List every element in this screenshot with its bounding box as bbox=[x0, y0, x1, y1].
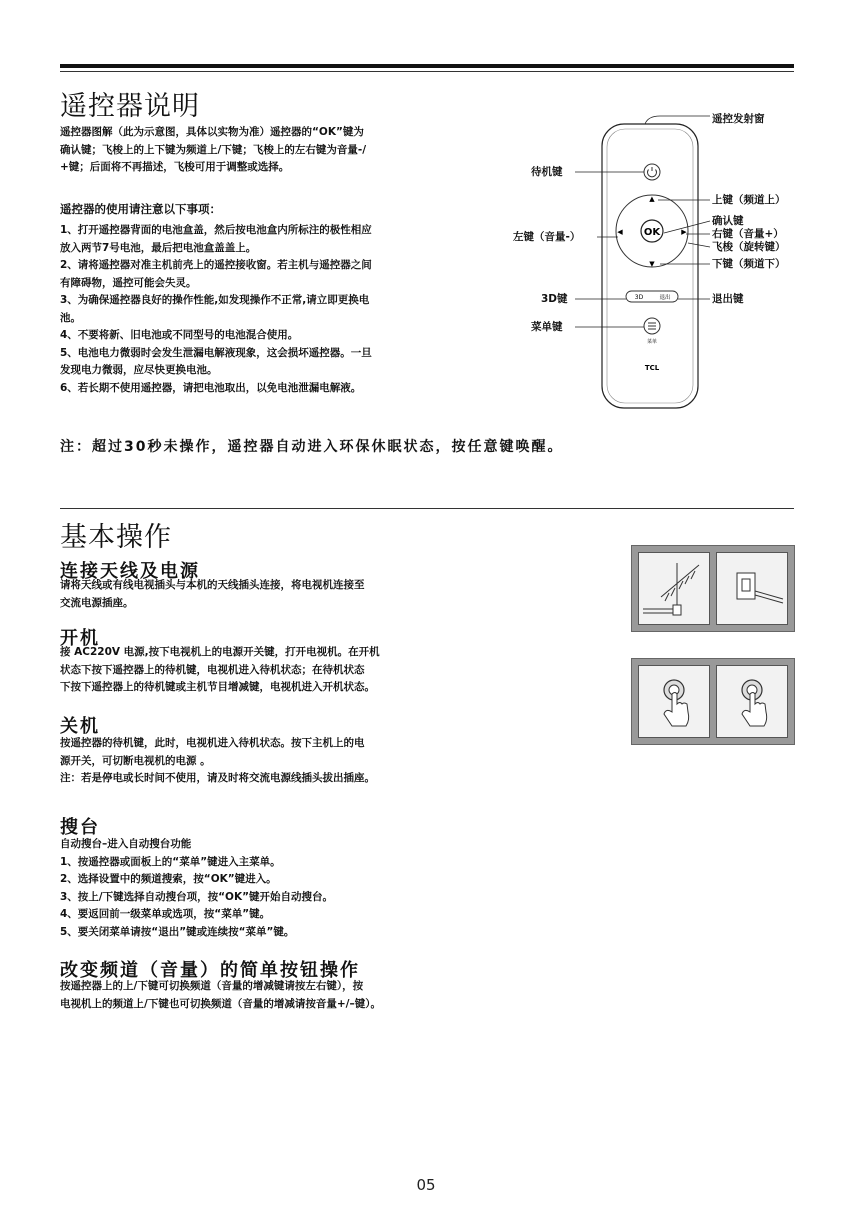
power-press-cell-1 bbox=[638, 665, 710, 738]
hand-press-icon bbox=[717, 666, 787, 737]
section-title-remote: 遥控器说明 bbox=[60, 91, 200, 122]
power-off-line: 按遥控器的待机键，此时，电视机进入待机状态。按下主机上的电 bbox=[60, 737, 365, 749]
up-arrow-icon: ▲ bbox=[649, 195, 655, 203]
label-3d: 3D键 bbox=[541, 293, 568, 305]
power-off-line: 源开关，可切断电视机的电源 。 bbox=[60, 754, 211, 767]
search-line: 4、要返回前一级菜单或选项，按“菜单”键。 bbox=[60, 908, 271, 920]
note-line: 4、不要将新、旧电池或不同型号的电池混合使用。 bbox=[60, 329, 299, 341]
antenna-illustration bbox=[631, 545, 795, 632]
heading-power-off: 关机 bbox=[60, 716, 100, 737]
channel-line: 按遥控器上的上/下键可切换频道（音量的增减键请按左右键），按 bbox=[60, 980, 364, 992]
label-menu: 菜单键 bbox=[531, 321, 563, 333]
intro-line: 遥控器图解（此为示意图，具体以实物为准）遥控器的“OK”键为 bbox=[60, 126, 364, 138]
page-number: 05 bbox=[416, 1176, 436, 1194]
power-on-line: 接 AC220V 电源,按下电视机上的电源开关键，打开电视机。在开机 bbox=[60, 646, 380, 658]
note-line: 有障碍物，遥控可能会失灵。 bbox=[60, 276, 197, 289]
power-on-line: 状态下按下遥控器上的待机键，电视机进入待机状态；在待机状态 bbox=[60, 663, 365, 676]
note-line: 3、为确保遥控器良好的操作性能,如发现操作不正常,请立即更换电 bbox=[60, 294, 370, 306]
antenna-line: 请将天线或有线电视插头与本机的天线插头连接，将电视机连接至 bbox=[60, 579, 365, 591]
search-text bbox=[60, 836, 333, 941]
power-press-cell-2 bbox=[716, 665, 788, 738]
heading-search: 搜台 bbox=[60, 817, 100, 838]
label-jog: 飞梭（旋转键） bbox=[712, 241, 786, 253]
label-left: 左键（音量-） bbox=[513, 231, 581, 243]
antenna-text bbox=[60, 577, 365, 612]
sleep-note: 注：超过30秒未操作，遥控器自动进入环保休眠状态，按任意键唤醒。 bbox=[60, 439, 564, 455]
search-line: 1、按遥控器或面板上的“菜单”键进入主菜单。 bbox=[60, 855, 281, 868]
intro-line: +键；后面将不再描述，飞梭可用于调整或选择。 bbox=[60, 161, 290, 173]
note-line: 发现电力微弱，应尽快更换电池。 bbox=[60, 364, 218, 376]
hand-press-icon bbox=[639, 666, 709, 737]
power-off-line: 注：若是停电或长时间不使用，请及时将交流电源线插头拔出插座。 bbox=[60, 772, 375, 784]
note-line: 2、请将遥控器对准主机前壳上的遥控接收窗。若主机与遥控器之间 bbox=[60, 259, 372, 271]
power-socket-cell bbox=[716, 552, 788, 625]
note-line: 6、若长期不使用遥控器，请把电池取出，以免电池泄漏电解液。 bbox=[60, 381, 362, 394]
search-line: 自动搜台–进入自动搜台功能 bbox=[60, 838, 192, 850]
label-confirm: 确认键 bbox=[712, 215, 744, 227]
ok-text: OK bbox=[643, 227, 661, 238]
antenna-cell bbox=[638, 552, 710, 625]
label-down: 下键（频道下） bbox=[712, 258, 786, 270]
note-line: 1、打开遥控器背面的电池盒盖，然后按电池盒内所标注的极性相应 bbox=[60, 224, 372, 236]
left-arrow-icon: ◀ bbox=[617, 228, 623, 236]
search-line: 2、选择设置中的频道搜索，按“OK”键进入。 bbox=[60, 873, 277, 885]
exit-text: 退出 bbox=[659, 295, 671, 301]
heading-channel: 改变频道（音量）的简单按钮操作 bbox=[60, 960, 360, 981]
label-standby: 待机键 bbox=[531, 166, 563, 178]
note-line: 放入两节7号电池，最后把电池盒盖盖上。 bbox=[60, 241, 257, 254]
three-d-text: 3D bbox=[634, 294, 644, 301]
power-socket-icon bbox=[717, 553, 787, 624]
notes-heading: 遥控器的使用请注意以下事项： bbox=[60, 202, 221, 216]
menu-text: 菜单 bbox=[646, 339, 658, 345]
section-divider bbox=[60, 508, 794, 509]
heading-power-on: 开机 bbox=[60, 628, 100, 649]
search-line: 5、要关闭菜单请按“退出”键或连续按“菜单”键。 bbox=[60, 925, 295, 938]
power-off-text bbox=[60, 735, 375, 788]
label-emitter: 遥控发射窗 bbox=[712, 113, 765, 125]
label-right: 右键（音量+） bbox=[712, 228, 784, 240]
power-on-text bbox=[60, 644, 380, 697]
down-arrow-icon: ▼ bbox=[649, 260, 655, 268]
intro-line: 确认键；飞梭上的上下键为频道上/下键；飞梭上的左右键为音量-/ bbox=[60, 143, 367, 156]
channel-text bbox=[60, 978, 381, 1013]
right-arrow-icon: ▶ bbox=[681, 228, 687, 236]
label-exit: 退出键 bbox=[712, 293, 744, 305]
section-title-basic: 基本操作 bbox=[60, 522, 172, 553]
heading-antenna: 连接天线及电源 bbox=[60, 561, 200, 582]
note-line: 池。 bbox=[60, 311, 81, 324]
channel-line: 电视机上的频道上/下键也可切换频道（音量的增减请按音量+/–键）。 bbox=[60, 997, 381, 1010]
note-line: 5、电池电力微弱时会发生泄漏电解液现象，这会损坏遥控器。一旦 bbox=[60, 346, 372, 359]
label-up: 上键（频道上） bbox=[712, 194, 786, 206]
search-line: 3、按上/下键选择自动搜台项，按“OK”键开始自动搜台。 bbox=[60, 890, 334, 903]
antenna-line: 交流电源插座。 bbox=[60, 596, 134, 609]
antenna-icon bbox=[639, 553, 709, 624]
power-button-illustration bbox=[631, 658, 795, 745]
brand-logo: TCL bbox=[644, 364, 660, 372]
power-on-line: 下按下遥控器上的待机键或主机节目增减键，电视机进入开机状态。 bbox=[60, 681, 375, 693]
